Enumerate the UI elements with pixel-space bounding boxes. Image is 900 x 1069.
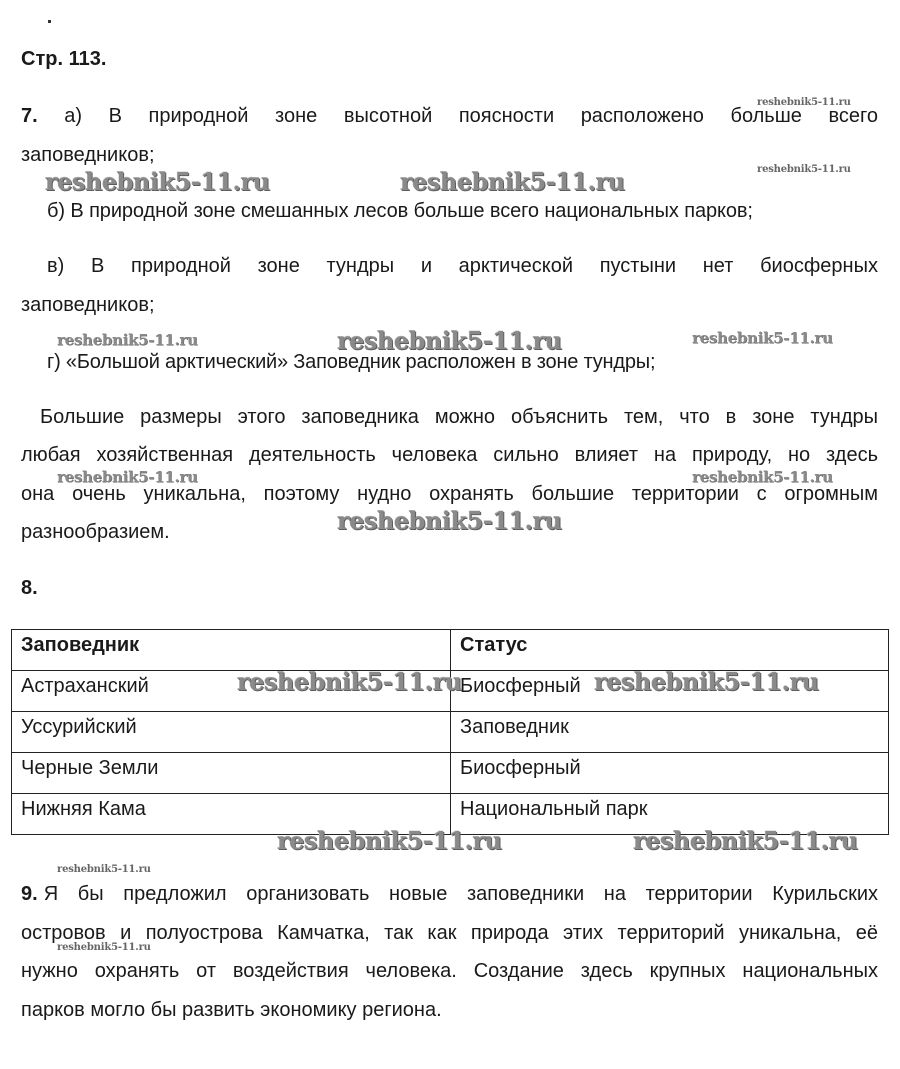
table-header-status: Статус xyxy=(451,630,889,671)
task7-g: г) «Большой арктический» Заповедник расположен в зоне тундры; xyxy=(47,351,656,373)
page-heading: Стр. 113. xyxy=(21,48,107,70)
task9-line3: нужно охранять от воздействия человека. Создание здесь крупных национальных xyxy=(21,960,878,982)
task7-a-line2: заповедников; xyxy=(21,144,155,166)
table-cell-reserve: Нижняя Кама xyxy=(12,794,451,835)
task7-b: б) В природной зоне смешанных лесов больше всего национальных парков; xyxy=(47,200,753,222)
table-header-reserve: Заповедник xyxy=(12,630,451,671)
task7-v-line1: в) В природной зоне тундры и арктической пустыни нет биосферных xyxy=(47,255,878,277)
task7-a-line1: 7. а) В природной зоне высотной поясности расположено больше всего xyxy=(21,105,878,127)
watermark: reshebnik5-11.ru xyxy=(757,164,851,175)
table-cell-status: Биосферный xyxy=(451,753,889,794)
task8-number: 8. xyxy=(21,577,38,599)
task9-number: 9. xyxy=(21,883,38,905)
task7-explanation-line3: она очень уникальна, поэтому нудно охранять большие территории с огромным xyxy=(21,483,878,505)
table-cell-status: Заповедник xyxy=(451,712,889,753)
watermark: reshebnik5-11.ru xyxy=(692,468,833,486)
watermark: reshebnik5-11.ru xyxy=(57,468,198,486)
watermark: reshebnik5-11.ru xyxy=(57,864,151,875)
watermark: reshebnik5-11.ru xyxy=(400,167,625,196)
task7-explanation-line2: любая хозяйственная деятельность человека сильно влияет на природу, но здесь xyxy=(21,444,878,466)
table-cell-status: Национальный парк xyxy=(451,794,889,835)
task7-v-line2: заповедников; xyxy=(21,294,155,316)
watermark: reshebnik5-11.ru xyxy=(757,97,851,108)
stray-dot xyxy=(48,20,51,23)
table-row xyxy=(12,753,889,794)
watermark: reshebnik5-11.ru xyxy=(692,329,833,347)
table-cell-reserve: Уссурийский xyxy=(12,712,451,753)
task7-explanation-line1: Большие размеры этого заповедника можно объяснить тем, что в зоне тундры xyxy=(40,406,878,428)
table-cell-status: Биосферный xyxy=(451,671,889,712)
watermark: reshebnik5-11.ru xyxy=(337,326,562,355)
watermark: reshebnik5-11.ru xyxy=(594,667,819,696)
watermark: reshebnik5-11.ru xyxy=(57,942,151,953)
table-cell-reserve: Астраханский xyxy=(12,671,451,712)
watermark: reshebnik5-11.ru xyxy=(337,506,562,535)
watermark: reshebnik5-11.ru xyxy=(45,167,270,196)
watermark: reshebnik5-11.ru xyxy=(633,826,858,855)
watermark: reshebnik5-11.ru xyxy=(237,667,462,696)
task9-line1: 9. Я бы предложил организовать новые заповедники на территории Курильских xyxy=(21,883,878,905)
watermark: reshebnik5-11.ru xyxy=(57,331,198,349)
task9-line4: парков могло бы развить экономику региона. xyxy=(21,999,442,1021)
task7-number: 7. xyxy=(21,105,38,127)
watermark: reshebnik5-11.ru xyxy=(277,826,502,855)
reserves-table xyxy=(11,629,889,835)
task9-line2: островов и полуострова Камчатка, так как природа этих территорий уникальна, её xyxy=(21,922,878,944)
table-row xyxy=(12,712,889,753)
table-cell-reserve: Черные Земли xyxy=(12,753,451,794)
task7-explanation-line4: разнообразием. xyxy=(21,521,170,543)
table-header-row xyxy=(12,630,889,671)
